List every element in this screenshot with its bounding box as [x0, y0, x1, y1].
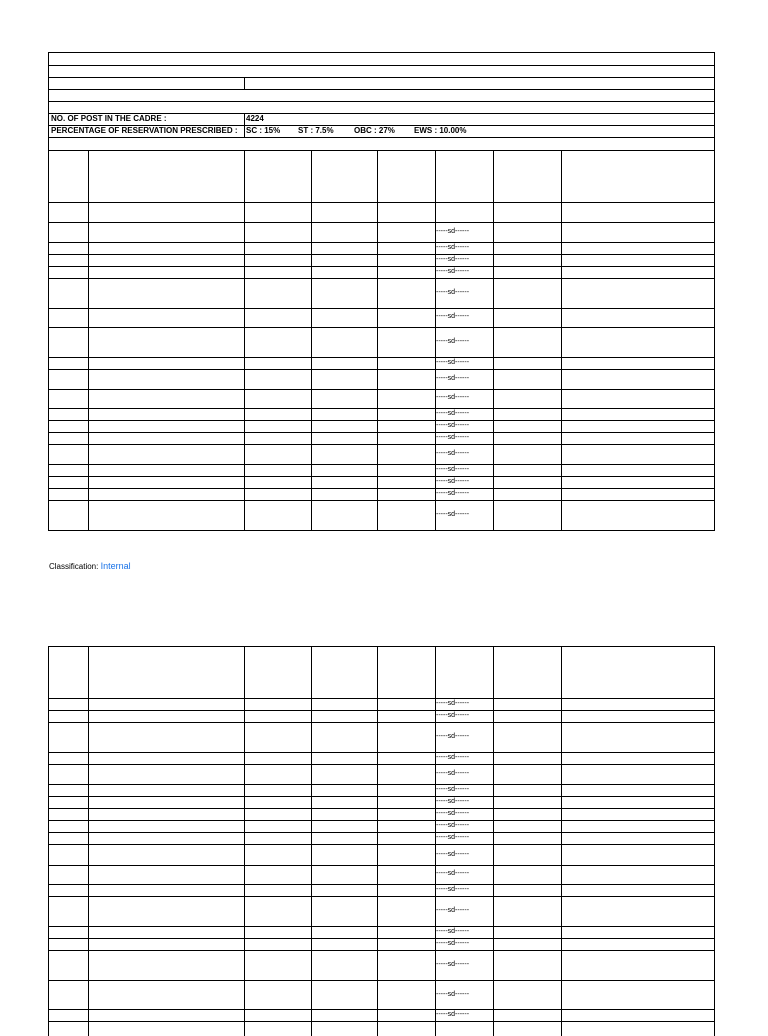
sd-mark: -----sd------ — [436, 886, 470, 893]
table-rule — [48, 865, 715, 866]
table-border — [48, 52, 715, 53]
table-rule — [48, 278, 715, 279]
sd-mark: -----sd------ — [436, 490, 470, 497]
table-rule — [48, 137, 715, 138]
sd-mark: -----sd------ — [436, 907, 470, 914]
sd-mark: -----sd------ — [436, 268, 470, 275]
table-rule — [48, 1021, 715, 1022]
sd-mark: -----sd------ — [436, 712, 470, 719]
table-rule — [48, 420, 715, 421]
sd-mark: -----sd------ — [436, 466, 470, 473]
sd-mark: -----sd------ — [436, 851, 470, 858]
table-rule — [48, 476, 715, 477]
sd-mark: -----sd------ — [436, 786, 470, 793]
sd-mark: -----sd------ — [436, 810, 470, 817]
table-rule — [48, 254, 715, 255]
sd-mark: -----sd------ — [436, 733, 470, 740]
sd-mark: -----sd------ — [436, 928, 470, 935]
reservation-label: PERCENTAGE OF RESERVATION PRESCRIBED : — [51, 126, 238, 135]
table-rule — [493, 646, 494, 1036]
sd-mark: -----sd------ — [436, 478, 470, 485]
table-rule — [244, 150, 245, 531]
table-rule — [48, 784, 715, 785]
table-rule — [48, 950, 715, 951]
table-rule — [561, 646, 562, 1036]
sd-mark: -----sd------ — [436, 434, 470, 441]
sd-mark: -----sd------ — [436, 289, 470, 296]
table-rule — [48, 357, 715, 358]
sd-mark: -----sd------ — [436, 961, 470, 968]
table-rule — [48, 938, 715, 939]
sd-mark: -----sd------ — [436, 940, 470, 947]
table-rule — [48, 752, 715, 753]
table-rule — [48, 832, 715, 833]
sd-mark: -----sd------ — [436, 870, 470, 877]
table-rule — [48, 308, 715, 309]
table-rule — [48, 202, 715, 203]
table-rule — [561, 150, 562, 531]
table-rule — [48, 1009, 715, 1010]
table-rule — [48, 408, 715, 409]
sd-mark: -----sd------ — [436, 798, 470, 805]
classification-label: Classification: — [49, 562, 99, 571]
sd-mark: -----sd------ — [436, 359, 470, 366]
table-rule — [493, 150, 494, 531]
sd-mark: -----sd------ — [436, 422, 470, 429]
table-rule — [48, 722, 715, 723]
table-rule — [48, 820, 715, 821]
table-rule — [48, 488, 715, 489]
table-border — [48, 646, 49, 1036]
table-rule — [48, 389, 715, 390]
sd-mark: -----sd------ — [436, 991, 470, 998]
table-rule — [48, 710, 715, 711]
table-rule — [48, 150, 715, 151]
table-rule — [244, 113, 245, 137]
sd-mark: -----sd------ — [436, 410, 470, 417]
reservation-sc: SC : 15% — [246, 126, 281, 135]
sd-mark: -----sd------ — [436, 511, 470, 518]
table-border — [48, 530, 715, 531]
table-rule — [48, 796, 715, 797]
table-rule — [88, 646, 89, 1036]
table-rule — [48, 980, 715, 981]
table-rule — [48, 89, 715, 90]
sd-mark: -----sd------ — [436, 338, 470, 345]
sd-mark: -----sd------ — [436, 770, 470, 777]
reservation-ews: EWS : 10.00% — [414, 126, 467, 135]
sd-mark: -----sd------ — [436, 754, 470, 761]
classification-footer — [49, 560, 131, 573]
table-rule — [48, 764, 715, 765]
table-rule — [48, 500, 715, 501]
table-rule — [48, 369, 715, 370]
classification-value: Internal — [100, 561, 131, 571]
table-border — [48, 646, 715, 647]
table-rule — [48, 65, 715, 66]
table-border — [714, 52, 715, 531]
table-border — [48, 52, 49, 531]
table-rule — [48, 432, 715, 433]
roster-table-1 — [48, 52, 715, 531]
sd-mark: -----sd------ — [436, 375, 470, 382]
table-rule — [48, 926, 715, 927]
sd-mark: -----sd------ — [436, 394, 470, 401]
table-rule — [48, 444, 715, 445]
table-rule — [311, 150, 312, 531]
post-count-value: 4224 — [246, 114, 264, 123]
table-rule — [48, 77, 715, 78]
table-rule — [48, 844, 715, 845]
sd-mark: -----sd------ — [436, 700, 470, 707]
table-rule — [48, 884, 715, 885]
table-rule — [48, 698, 715, 699]
sd-mark: -----sd------ — [436, 244, 470, 251]
sd-mark: -----sd------ — [436, 1011, 470, 1018]
table-rule — [48, 266, 715, 267]
table-rule — [311, 646, 312, 1036]
table-rule — [88, 150, 89, 531]
sd-mark: -----sd------ — [436, 834, 470, 841]
table-rule — [48, 101, 715, 102]
table-border — [714, 646, 715, 1036]
table-rule — [377, 150, 378, 531]
table-rule — [48, 896, 715, 897]
sd-mark: -----sd------ — [436, 228, 470, 235]
roster-table-2 — [48, 646, 715, 1036]
table-rule — [244, 77, 245, 89]
reservation-st: ST : 7.5% — [298, 126, 334, 135]
table-rule — [48, 808, 715, 809]
post-count-label: NO. OF POST IN THE CADRE : — [51, 114, 167, 123]
table-rule — [48, 242, 715, 243]
table-rule — [48, 222, 715, 223]
table-rule — [48, 464, 715, 465]
table-rule — [377, 646, 378, 1036]
sd-mark: -----sd------ — [436, 313, 470, 320]
sd-mark: -----sd------ — [436, 256, 470, 263]
reservation-obc: OBC : 27% — [354, 126, 395, 135]
sd-mark: -----sd------ — [436, 822, 470, 829]
table-rule — [48, 327, 715, 328]
sd-mark: -----sd------ — [436, 450, 470, 457]
table-rule — [244, 646, 245, 1036]
